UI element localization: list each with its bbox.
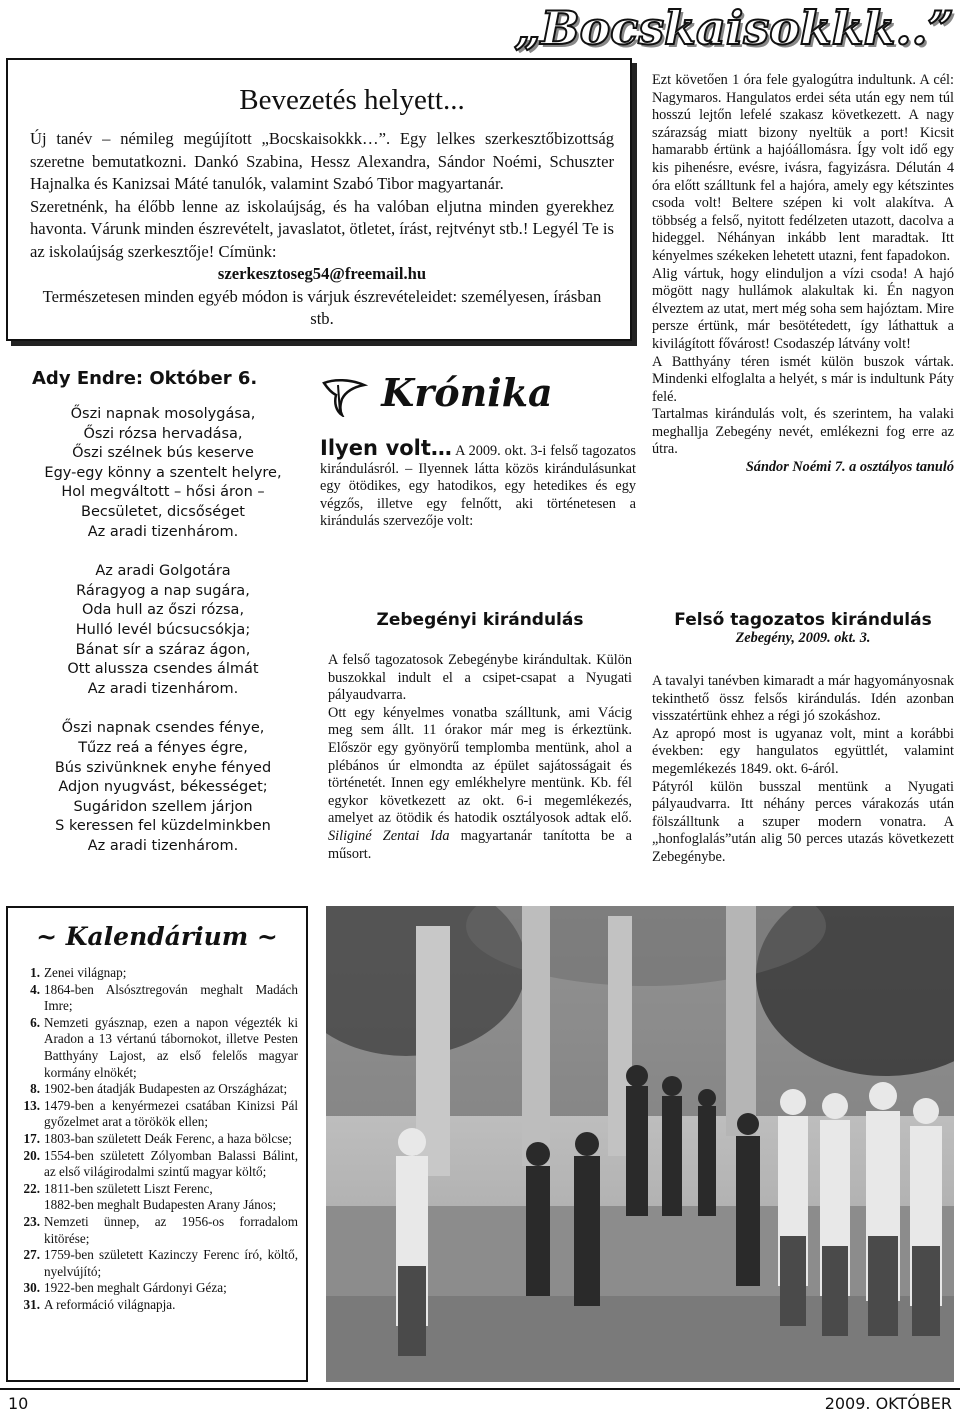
- kalendarium-item: [8, 1081, 306, 1098]
- kalendarium-item: [8, 982, 306, 1015]
- group-photo: [326, 906, 954, 1382]
- zebegeny-title: Zebegényi kirándulás: [376, 610, 584, 630]
- poem-line: Őszi napnak mosolygása,: [70, 406, 256, 422]
- poem-line: Őszi rózsa hervadása,: [83, 425, 243, 442]
- kalendarium-event: 1902-ben átadják Budapesten az Országházat;: [44, 1081, 288, 1097]
- poem-line: Tűzz reá a fényes égre,: [78, 739, 248, 756]
- right-column-article: [652, 72, 954, 477]
- kalendarium-event: 1759-ben született Kazinczy Ferenc író, költő, nyelvújító;: [44, 1247, 298, 1279]
- group-photo-image: [326, 906, 954, 1382]
- contact-email: szerkesztoseg54@freemail.hu: [217, 264, 427, 283]
- poem-line: S keressen fel küzdelminkben: [55, 818, 271, 835]
- poem: [18, 368, 308, 876]
- kalendarium-event: 1554-ben született Zólyomban Balassi Bálint, az első világirodalmi szintű magyar költő;: [44, 1147, 298, 1180]
- kalendarium-event: Zenei világnap;: [44, 965, 127, 980]
- poem-stanza: [18, 405, 308, 542]
- poem-stanzas: [18, 405, 308, 856]
- intro-box: [6, 58, 632, 341]
- kalendarium-day: 8.: [30, 1081, 40, 1097]
- kronika-lead: Ilyen volt…: [320, 436, 452, 460]
- kalendarium-day: 6.: [30, 1014, 40, 1030]
- kalendarium-box: [6, 906, 308, 1382]
- zebegeny-article: [328, 610, 632, 863]
- kalendarium-item: [8, 1280, 306, 1297]
- kalendarium-title: ~ Kalendárium ~: [36, 922, 278, 951]
- poem-line: Őszi napnak csendes fénye,: [61, 720, 265, 737]
- masthead-logo: „Bocskaisokkk..”: [514, 1, 954, 55]
- kalendarium-event: 1882-ben meghalt Budapesten Arany János;: [44, 1197, 277, 1213]
- poem-line: Ráragyog a nap sugára,: [76, 582, 250, 599]
- issue-date: 2009. OKTÓBER: [824, 1394, 952, 1413]
- kronika-heading-text: Krónika: [381, 370, 553, 415]
- zebegeny-author: Siliginé Zentai Ida: [328, 827, 450, 844]
- kalendarium-item: [8, 1148, 306, 1181]
- poem-line: Bús szivünknek enyhe fényed: [54, 759, 272, 776]
- kalendarium-item: [8, 1098, 306, 1131]
- right-paragraph-1: Ezt követően 1 óra fele gyalogútra indultunk. A cél: Nagymaros. Hangulatos erdei séta után egy nem túl hosszú lejtőn lefelé szakasz következett. A nagy szárazság miatt bizony nyeltük a port! Kicsit hamarabb értünk a hajóállomásra. Így volt idő egy kis pihenésre, evésre, ivásra, fagyizásra. Délután 4 óra előtt szálltunk fel a hajóra, amely egy kétszintes csoda volt! Beltere szépen ki volt alakítva. A többség a felső, nyitott fedélzeten utazott, dacolva a hideggel. Néhányan inkább lent maradtak. Itt kényelmes székeken lehetett utazni, fent fapadokon.: [652, 72, 954, 264]
- kalendarium-event: A reformáció világnapja.: [44, 1296, 176, 1312]
- kalendarium-item: [8, 1297, 306, 1314]
- right-paragraph-2: Alig vártuk, hogy elinduljon a vízi csoda! A hajó mögött nagy hullámok alakultak ki. Én nagyon élveztem az utat, mert még soha sem hajóztam. Mire persze értünk, már besötétedett, így láthattuk a kivilágított fővárost! Csodaszép látvány volt!: [652, 265, 954, 352]
- right-paragraph-4: Tartalmas kirándulás volt, és szerintem, ha valaki meghallja Zebegény nevét, emlékezni fog erre az útra.: [652, 406, 954, 458]
- kalendarium-event: Nemzeti ünnep, az 1956-os forradalom kitörése;: [44, 1213, 298, 1246]
- kalendarium-item: [8, 1131, 306, 1148]
- page-number: 10: [8, 1394, 29, 1413]
- poem-line: Őszi szélnek bús keserve: [72, 445, 254, 462]
- poem-line: Bánat sír a száraz ágon,: [75, 641, 251, 658]
- poem-line: Becsületet, dicsőséget: [81, 503, 245, 520]
- poem-stanza: [18, 562, 308, 699]
- kalendarium-event: Nemzeti gyásznap, ezen a napon végezték ki Aradon a 13 vértanú tábornokot, illetve Pesten Batthyány Lajost, az első felelős magyar kormány elnökét;: [44, 1014, 298, 1080]
- intro-title: Bevezetés helyett...: [239, 84, 465, 116]
- poem-line: Az aradi tizenhárom.: [87, 680, 239, 697]
- kalendarium-item: [8, 1015, 306, 1081]
- intro-paragraph-2: Szeretnénk, ha élőbb lenne az iskolaújság, és ha valóban eljutna minden gyerekhez havonta. Várunk minden észrevételt, javaslatot, ötletet, írást, rejtvényt stb.! Legyél Te is az iskolaújság szerkesztője! Címünk:: [30, 196, 614, 261]
- kalendarium-day: [8, 1197, 44, 1214]
- kalendarium-day: 30.: [23, 1280, 40, 1296]
- kalendarium-day: 22.: [23, 1180, 40, 1196]
- felso-subtitle: Zebegény, 2009. okt. 3.: [735, 630, 871, 646]
- kronika-text: [320, 436, 636, 531]
- kalendarium-item: [8, 1214, 306, 1247]
- kalendarium-day: 4.: [30, 981, 40, 997]
- kalendarium-list: [8, 965, 306, 1313]
- footer-rule: [0, 1388, 960, 1390]
- kalendarium-item: [8, 1197, 306, 1214]
- poem-stanza: [18, 719, 308, 856]
- felso-paragraph-2: Az apropó most is ugyanaz volt, mint a korábbi években: egy hangulatos együttlét, valamint megemlékezés 1849. okt. 6-áról.: [652, 725, 954, 777]
- poem-title: Ady Endre: Október 6.: [32, 368, 258, 389]
- kalendarium-day: 17.: [23, 1130, 40, 1146]
- kalendarium-event: 1479-ben a kenyérmezei csatában Kinizsi Pál győzelmet arat a törökök ellen;: [44, 1097, 298, 1130]
- kalendarium-event: 1864-ben Alsósztregován meghalt Madách Imre;: [44, 981, 298, 1014]
- kalendarium-item: [8, 1247, 306, 1280]
- kalendarium-item: [8, 965, 306, 982]
- poem-line: Sugáridon szellem járjon: [73, 798, 253, 815]
- kalendarium-event: 1922-ben meghalt Gárdonyi Géza;: [44, 1280, 227, 1296]
- felso-paragraph-3: Pátyról külön busszal mentünk a Nyugati pályaudvarra. Itt néhány perces várakozás után fölszálltunk a szuper modern vonatra. A „honfoglalás”után alig 50 perces utazás következett Zebegénybe.: [652, 778, 954, 865]
- quill-icon: [320, 377, 368, 417]
- poem-line: Adjon nyugvást, békességet;: [58, 779, 268, 796]
- kalendarium-day: 20.: [23, 1147, 40, 1163]
- zebegeny-p2-text: Ott egy kényelmes vonatba szálltunk, ami Vácig meg sem állt. 11 órakor már meg is érkeztünk. Először egy gyönyörű templomba mentünk, ahol a plébános úr elmondta az épület sajátosságait és történetét. Innen egy emlékhelyre mentünk. Kb. fél egykor következett az okt. 6-i megemlékezés, amelyet az ötödik és hatodik osztályosok adtak elő.: [328, 704, 632, 827]
- intro-paragraph-1: Új tanév – némileg megújított „Bocskaisokkk…”. Egy lelkes szerkesztőbizottság szeretne bemutatkozni. Dankó Szabina, Hessz Alexandra, Sándor Noémi, Schuszter Hajnalka és Kanizsai Máté tanulók, valamint Szabó Tibor magyartanár.: [30, 129, 614, 193]
- poem-line: Oda hull az őszi rózsa,: [81, 602, 245, 619]
- felso-article: [652, 610, 954, 867]
- kalendarium-item: [8, 1181, 306, 1198]
- kalendarium-day: 13.: [23, 1097, 40, 1113]
- poem-line: Az aradi Golgotára: [95, 563, 231, 580]
- intro-paragraph-3: Természetesen minden egyéb módon is várjuk észrevételeidet: személyesen, írásban stb.: [42, 286, 602, 328]
- poem-line: Hol megváltott – hősi áron –: [61, 484, 265, 501]
- kalendarium-day: 27.: [23, 1247, 40, 1263]
- poem-line: Ott alussza csendes álmát: [67, 661, 259, 678]
- kalendarium-day: 1.: [30, 965, 40, 980]
- kalendarium-event: 1803-ban született Deák Ferenc, a haza bölcse;: [44, 1130, 292, 1146]
- zebegeny-paragraph-1: A felső tagozatosok Zebegénybe kirándultak. Külön buszokkal indult el a csipet-csapat a Nyugati pályaudvarra.: [328, 652, 632, 704]
- felso-paragraph-1: A tavalyi tanévben kimaradt a már hagyományosnak tekinthető össz felsős kirándulás. Idén azonban visszatértünk ehhez a régi jó szokáshoz.: [652, 673, 954, 725]
- kronika-section: [320, 368, 636, 531]
- felso-title: Felső tagozatos kirándulás: [674, 610, 932, 630]
- kronika-body: A 2009. okt. 3-i felső tagozatos kirándulásról. – Ilyennek látta közös kirándulásunkat egy ötödikes, egy hatodikos, egy hetedikes és egy végzős, illetve egy felnőtt, aki történetesen a kirándulás szervezője volt:: [320, 443, 636, 530]
- zebegeny-paragraph-2: [328, 705, 632, 863]
- zebegeny-p2-end: magyartanár tanította be a műsort.: [328, 827, 632, 862]
- poem-line: Az aradi tizenhárom.: [87, 837, 239, 854]
- kalendarium-day: 31.: [23, 1296, 40, 1312]
- poem-line: Hulló levél búcsucsókja;: [75, 621, 251, 638]
- right-paragraph-3: A Batthyány téren ismét külön buszok vártak. Mindenki elfoglalta a helyét, s már is indultunk Páty felé.: [652, 353, 954, 405]
- kronika-heading: [320, 368, 636, 418]
- kalendarium-event: 1811-ben született Liszt Ferenc,: [44, 1180, 213, 1196]
- kalendarium-day: 23.: [23, 1213, 40, 1229]
- poem-line: Egy-egy könny a szentelt helyre,: [44, 464, 282, 481]
- article-signature: Sándor Noémi 7. a osztályos tanuló: [745, 459, 954, 476]
- poem-line: Az aradi tizenhárom.: [87, 523, 239, 540]
